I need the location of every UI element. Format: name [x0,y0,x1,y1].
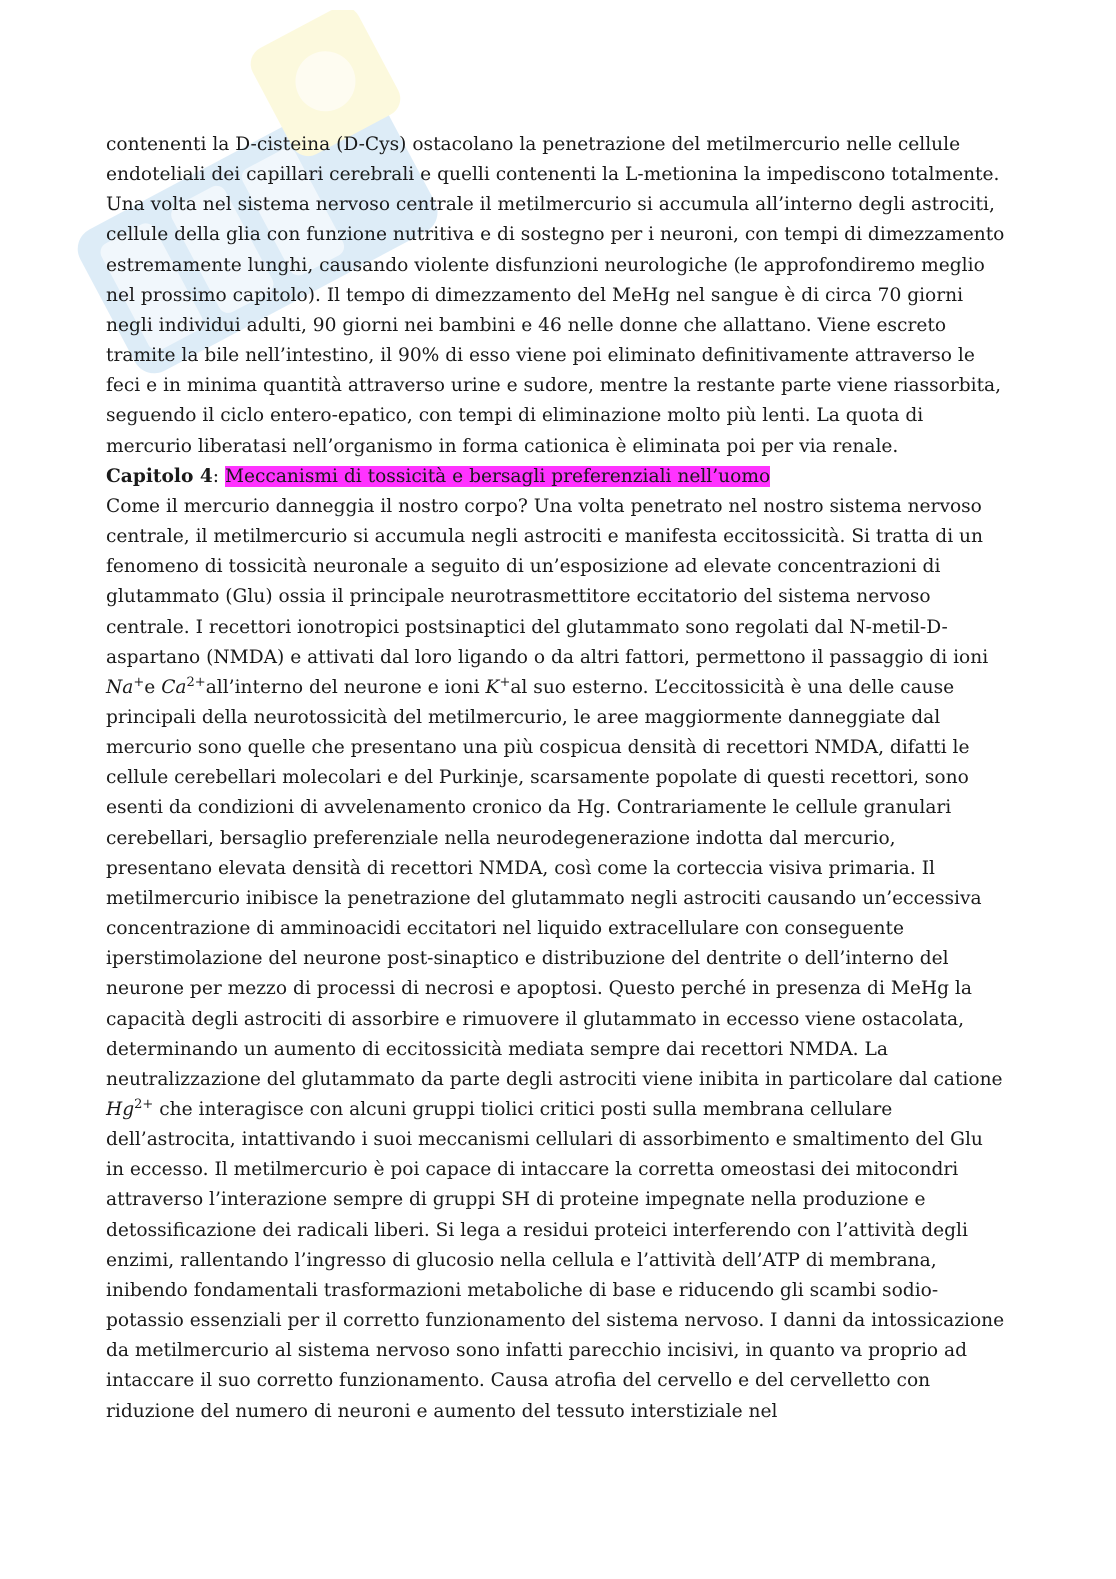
sodium-ion [106,674,145,698]
body-paragraph-1: contenenti la D-cisteina (D-Cys) ostacolano la penetrazione del metilmercurio nelle cellule endoteliali dei capillari cerebrali e quelli contenenti la L-metionina la impediscono totalmente. Una volta nel sistema nervoso centrale il metilmercurio si accumula all’interno degli astrociti, cellule della glia con funzione nutritiva e di sostegno per i neuroni, con tempi di dimezzamento estremamente lunghi, causando violente disfunzioni neurologiche (le approfondiremo meglio nel prossimo capitolo). Il tempo di dimezzamento del MeHg nel sangue è di circa 70 giorni negli individui adulti, 90 giorni nei bambini e 46 nelle donne che allattano. Viene escreto tramite la bile nell’intestino, il 90% di esso viene poi eliminato definitivamente attraverso le feci e in minima quantità attraverso urine e sudore, mentre la restante parte viene riassorbita, seguendo il ciclo entero-epatico, con tempi di eliminazione molto più lenti. La quota di mercurio liberatasi nell’organismo in forma cationica è eliminata poi per via renale. [106,134,1005,457]
join-e: e [144,676,162,698]
chapter-title: Meccanismi di tossicità e bersagli preferenziali nell’uomo [224,465,771,487]
sodium-charge: + [133,674,145,690]
body-paragraph-2 [106,492,1006,1427]
chapter-label: Capitolo 4 [106,465,213,487]
calcium-symbol: Ca [161,676,187,698]
paragraph-2-part-d: che interagisce con alcuni gruppi tiolici critici posti sulla membrana cellulare dell’astrocita, intattivando i suoi meccanismi cellulari di assorbimento e smaltimento del Glu in eccesso. Il metilmercurio è poi capace di intaccare la corretta omeostasi dei mitocondri attraverso l’interazione sempre di gruppi SH di proteine impegnate nella produzione e detossificazione dei radicali liberi. Si lega a residui proteici interferendo con l’attività degli enzimi, rallentando l’ingresso di glucosio nella cellula e l’attività dell’ATP di membrana, inibendo fondamentali trasformazioni metaboliche di base e riducendo gli scambi sodio-potassio essenziali per il corretto funzionamento del sistema nervoso. I danni da intossicazione da metilmercurio al sistema nervoso sono infatti parecchio incisivi, in quanto va proprio ad intaccare il suo corretto funzionamento. Causa atrofia del cervello e del cervelletto con riduzione del numero di neuroni e aumento del tessuto interstiziale nel [106,1099,1005,1422]
paragraph-2-part-c: al suo esterno. L’eccitossicità è una delle cause principali della neurotossicità del metilmercurio, le aree maggiormente danneggiate dal mercurio sono quelle che presentano una più cospicua densità di recettori NMDA, difatti le cellule cerebellari molecolari e del Purkinje, scarsamente popolate di questi recettori, sono esenti da condizioni di avvelenamento cronico da Hg. Contrariamente le cellule granulari cerebellari, bersaglio preferenziale nella neurodegenerazione indotta dal mercurio, presentano elevata densità di recettori NMDA, così come la corteccia visiva primaria. Il metilmercurio inibisce la penetrazione del glutammato negli astrociti causando un’eccessiva concentrazione di amminoacidi eccitatori nel liquido extracellulare con conseguente iperstimolazione del neurone post-sinaptico e distribuzione del dentrite o dell’interno del neurone per mezzo di processi di necrosi e apoptosi. Questo perché in presenza di MeHg la capacità degli astrociti di assorbire e rimuovere il glutammato in eccesso viene ostacolata, determinando un aumento di eccitossicità mediata sempre dai recettori NMDA. La neutralizzazione del glutammato da parte degli astrociti viene inibita in particolare dal catione [106,676,1003,1090]
calcium-charge: 2+ [186,674,206,690]
chapter-separator: : [212,465,225,487]
chapter-heading [106,462,1006,492]
mercury-ion [106,1096,154,1120]
document-page [106,130,1006,1427]
potassium-charge: + [499,674,511,690]
sodium-symbol: Na [106,676,134,698]
paragraph-2-part-a: Come il mercurio danneggia il nostro corpo? Una volta penetrato nel nostro sistema nervoso centrale, il metilmercurio si accumula negli astrociti e manifesta eccitossicità. Si tratta di un fenomeno di tossicità neuronale a seguito di un’esposizione ad elevate concentrazioni di glutammato (Glu) ossia il principale neurotrasmettitore eccitatorio del sistema nervoso centrale. I recettori ionotropici postsinaptici del glutammato sono regolati dal N-metil-D-aspartano (NMDA) e attivati dal loro ligando o da altri fattori, permettono il passaggio di ioni [106,495,989,668]
potassium-ion [485,674,511,698]
mercury-symbol: Hg [106,1099,135,1120]
potassium-symbol: K [485,676,500,698]
mercury-charge: 2+ [134,1096,154,1112]
calcium-ion [161,674,206,698]
paragraph-2-part-b: all’interno del neurone e ioni [205,676,486,698]
